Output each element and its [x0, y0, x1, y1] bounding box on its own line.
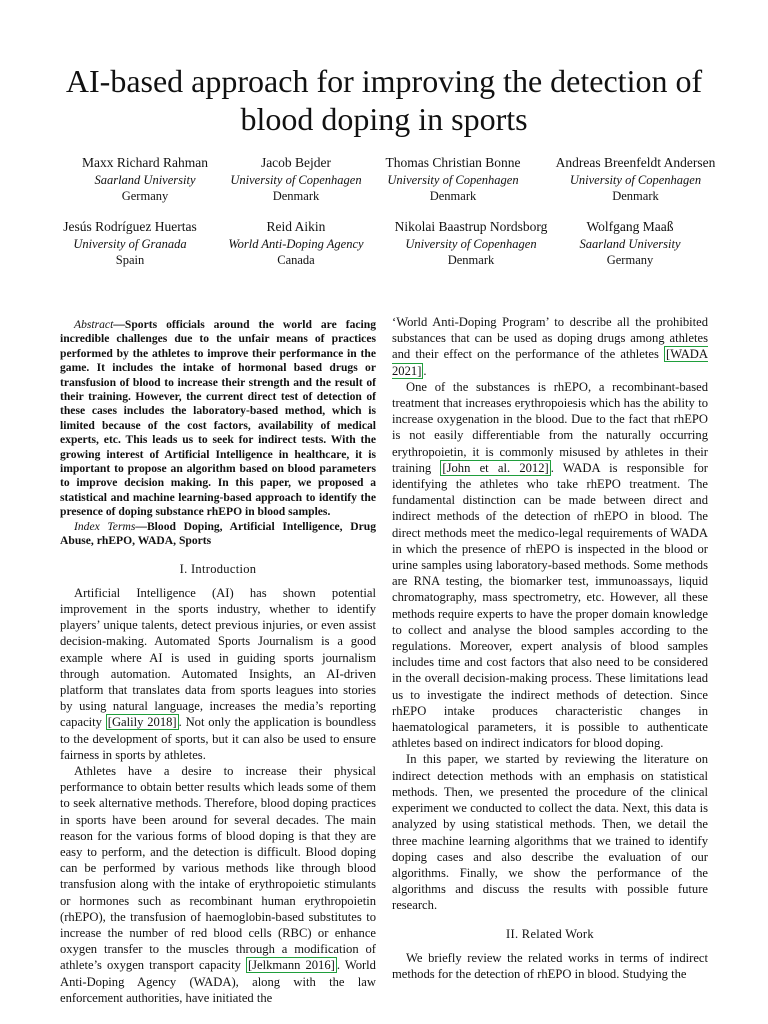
author-affiliation: University of Copenhagen: [387, 172, 519, 187]
author-country: Denmark: [429, 189, 477, 203]
author-name: Maxx Richard Rahman: [82, 155, 208, 170]
paper-title: [40, 62, 728, 138]
paragraph-text: Artificial Intelligence (AI) has shown potential improvement in the sports industry, whether to identify players’ unique talents, detect previous injuries, or even assist decision-making. Automated Sports Journalism is a good example where AI is used in guiding sports journalism through automation. Automated Insights, an AI-driven platform that translates data from sports leagues into stories by using natural language, increases the media’s reporting capacity: [60, 585, 376, 730]
author-country: Germany: [121, 189, 169, 203]
author-country: Canada: [277, 253, 315, 267]
intro-paragraph-1: [60, 585, 376, 763]
author-affiliation: University of Copenhagen: [230, 172, 362, 187]
title-line-2: blood doping in sports: [240, 101, 528, 137]
author-block: [545, 219, 715, 269]
right-paragraph-2: [392, 379, 708, 752]
right-paragraph-1: [392, 314, 708, 379]
author-country: Denmark: [272, 189, 320, 203]
right-paragraph-4: We briefly review the related works in terms of indirect methods for the detection of rhEPO in blood. Studying the: [392, 950, 708, 981]
author-affiliation: University of Granada: [73, 236, 187, 251]
section-heading-introduction: I. Introduction: [179, 561, 257, 576]
author-block: [380, 219, 562, 269]
index-terms-text: —Blood Doping, Artificial Intelligence, Drug Abuse, rhEPO, WADA, Sports: [60, 519, 376, 548]
author-affiliation: Saarland University: [579, 236, 681, 251]
paragraph-text: .: [423, 363, 427, 378]
author-affiliation: Saarland University: [94, 172, 196, 187]
citation-link[interactable]: [Galily 2018]: [107, 715, 177, 730]
title-line-1: AI-based approach for improving the detection of: [65, 63, 703, 99]
citation-link[interactable]: [WADA 2021]: [392, 347, 708, 378]
author-country: Denmark: [612, 189, 659, 203]
paragraph-text: . World Anti-Doping Agency (WADA), along with the law enforcement authorities, have initiated the: [60, 958, 376, 1005]
author-block: [211, 219, 381, 269]
author-affiliation: University of Copenhagen: [405, 236, 537, 251]
index-terms: [60, 520, 376, 549]
author-block: [211, 155, 381, 205]
paragraph-text: One of the substances is rhEPO, a recombinant-based treatment that increases erythropoiesis which has the ability to increase oxygenation in the blood. Due to the fact that rhEPO is not easily differentiable from the naturally occurring erythropoietin, it is commonly misused by athletes in their training: [392, 379, 708, 475]
author-block: [45, 219, 215, 269]
author-block: [368, 155, 538, 205]
paragraph-text: . Not only the application is boundless to the development of sports, but it can also be used to ensure fairness in sports by athletes.: [60, 715, 376, 762]
abstract-label: Abstract: [74, 318, 114, 331]
author-name: Jacob Bejder: [260, 155, 332, 170]
left-column: [60, 318, 376, 1006]
paragraph-text: . WADA is responsible for identifying the athletes who take rhEPO treatment. The fundamental distinction can be made between direct and indirect methods of the detection of rhEPO in blood. The direct methods meet the medico-legal requirements of WADA in which the presence of rhEPO is inspected in the blood or urine samples using laboratory-based methods. Some methods are RNA testing, the biomarker test, immunoassays, liquid chromatography, mass spectrometry, etc. However, all these methods require experts to have the proper domain knowledge to collect and analyse the blood samples according to the regulations. Moreover, expert analysis of blood samples includes time and cost factors that also need to be considered in the overall decision-making process. These limitations lead us to investigate the indirect methods of detection. Since rhEPO intake produces characteristic changes in haematological parameters, it is possible to authenticate athletes based on indirect indicators for blood doping.: [392, 460, 708, 751]
author-country: Spain: [115, 253, 145, 267]
author-affiliation: World Anti-Doping Agency: [228, 236, 364, 251]
author-country: Denmark: [447, 253, 495, 267]
abstract-text: —Sports officials around the world are facing incredible challenges due to the unfair means of practices performed by the athletes to improve their performance in the game. It includes the intake of hormonal based drugs or transfusion of blood to increase their strength and the result of their training. However, the current direct test of detection of these cases includes the laboratory-based method, which is limited because of the cost factors, availability of medical experts, etc. This leads us to seek for indirect tests. With the growing interest of Artificial Intelligence in healthcare, it is important to propose an algorithm based on blood parameters to improve decision making. In this paper, we proposed a statistical and machine learning-based approach to identify the presence of doping substance rhEPO in blood samples.: [60, 318, 376, 519]
author-name: Reid Aikin: [266, 219, 326, 234]
right-paragraph-3: In this paper, we started by reviewing the literature on indirect detection methods with an emphasis on statistical methods. Then, we presented the procedure of the clinical experiment we conducted to collect the data. Next, this data is analyzed by using statistical methods. Then, we detail the three machine learning algorithms that we trained to identify doping cases and also describe the evaluation of our algorithms. Finally, we show the performance of the algorithms and discuss the results with possible future research.: [392, 752, 708, 913]
right-column: [392, 314, 708, 982]
author-name: Thomas Christian Bonne: [385, 155, 521, 170]
section-heading-related-work: II. Related Work: [506, 926, 594, 941]
paragraph-text: ‘World Anti-Doping Program’ to describe all the prohibited substances that can be used as doping drugs among athletes and their effect on the performance of the athletes: [392, 315, 708, 362]
author-name: Wolfgang Maaß: [586, 219, 674, 234]
author-name: Jesús Rodríguez Huertas: [63, 219, 197, 234]
paragraph-text: Athletes have a desire to increase their physical performance to obtain better results which leads some of them to seek alternative methods. Therefore, blood doping practices in sports have been around for several decades. The main reason for the various forms of blood doping is that they are easy to perform, and the detection is difficult. Blood doping can be performed by various methods like through blood transfusion along with the intake of erythropoietic stimulants or hormones such as recombinant human erythropoietin (rhEPO), the transfusion of haemoglobin-based substitutes to increase the number of red blood cells (RBC) or enhance oxygen transfer to the muscles through a modification of athlete’s oxygen transport capacity: [60, 763, 376, 973]
citation-link[interactable]: [Jelkmann 2016]: [247, 958, 335, 973]
author-name: Nikolai Baastrup Nordsborg: [394, 219, 548, 234]
author-block: [533, 155, 738, 205]
index-terms-label: Index Terms: [74, 519, 136, 533]
author-block: [60, 155, 230, 205]
abstract: [60, 318, 376, 520]
citation-link[interactable]: [John et al. 2012]: [442, 460, 549, 475]
author-affiliation: University of Copenhagen: [569, 172, 702, 187]
author-name: Andreas Breenfeldt Andersen: [555, 155, 716, 170]
intro-paragraph-2: [60, 763, 376, 1006]
author-country: Germany: [606, 253, 654, 267]
